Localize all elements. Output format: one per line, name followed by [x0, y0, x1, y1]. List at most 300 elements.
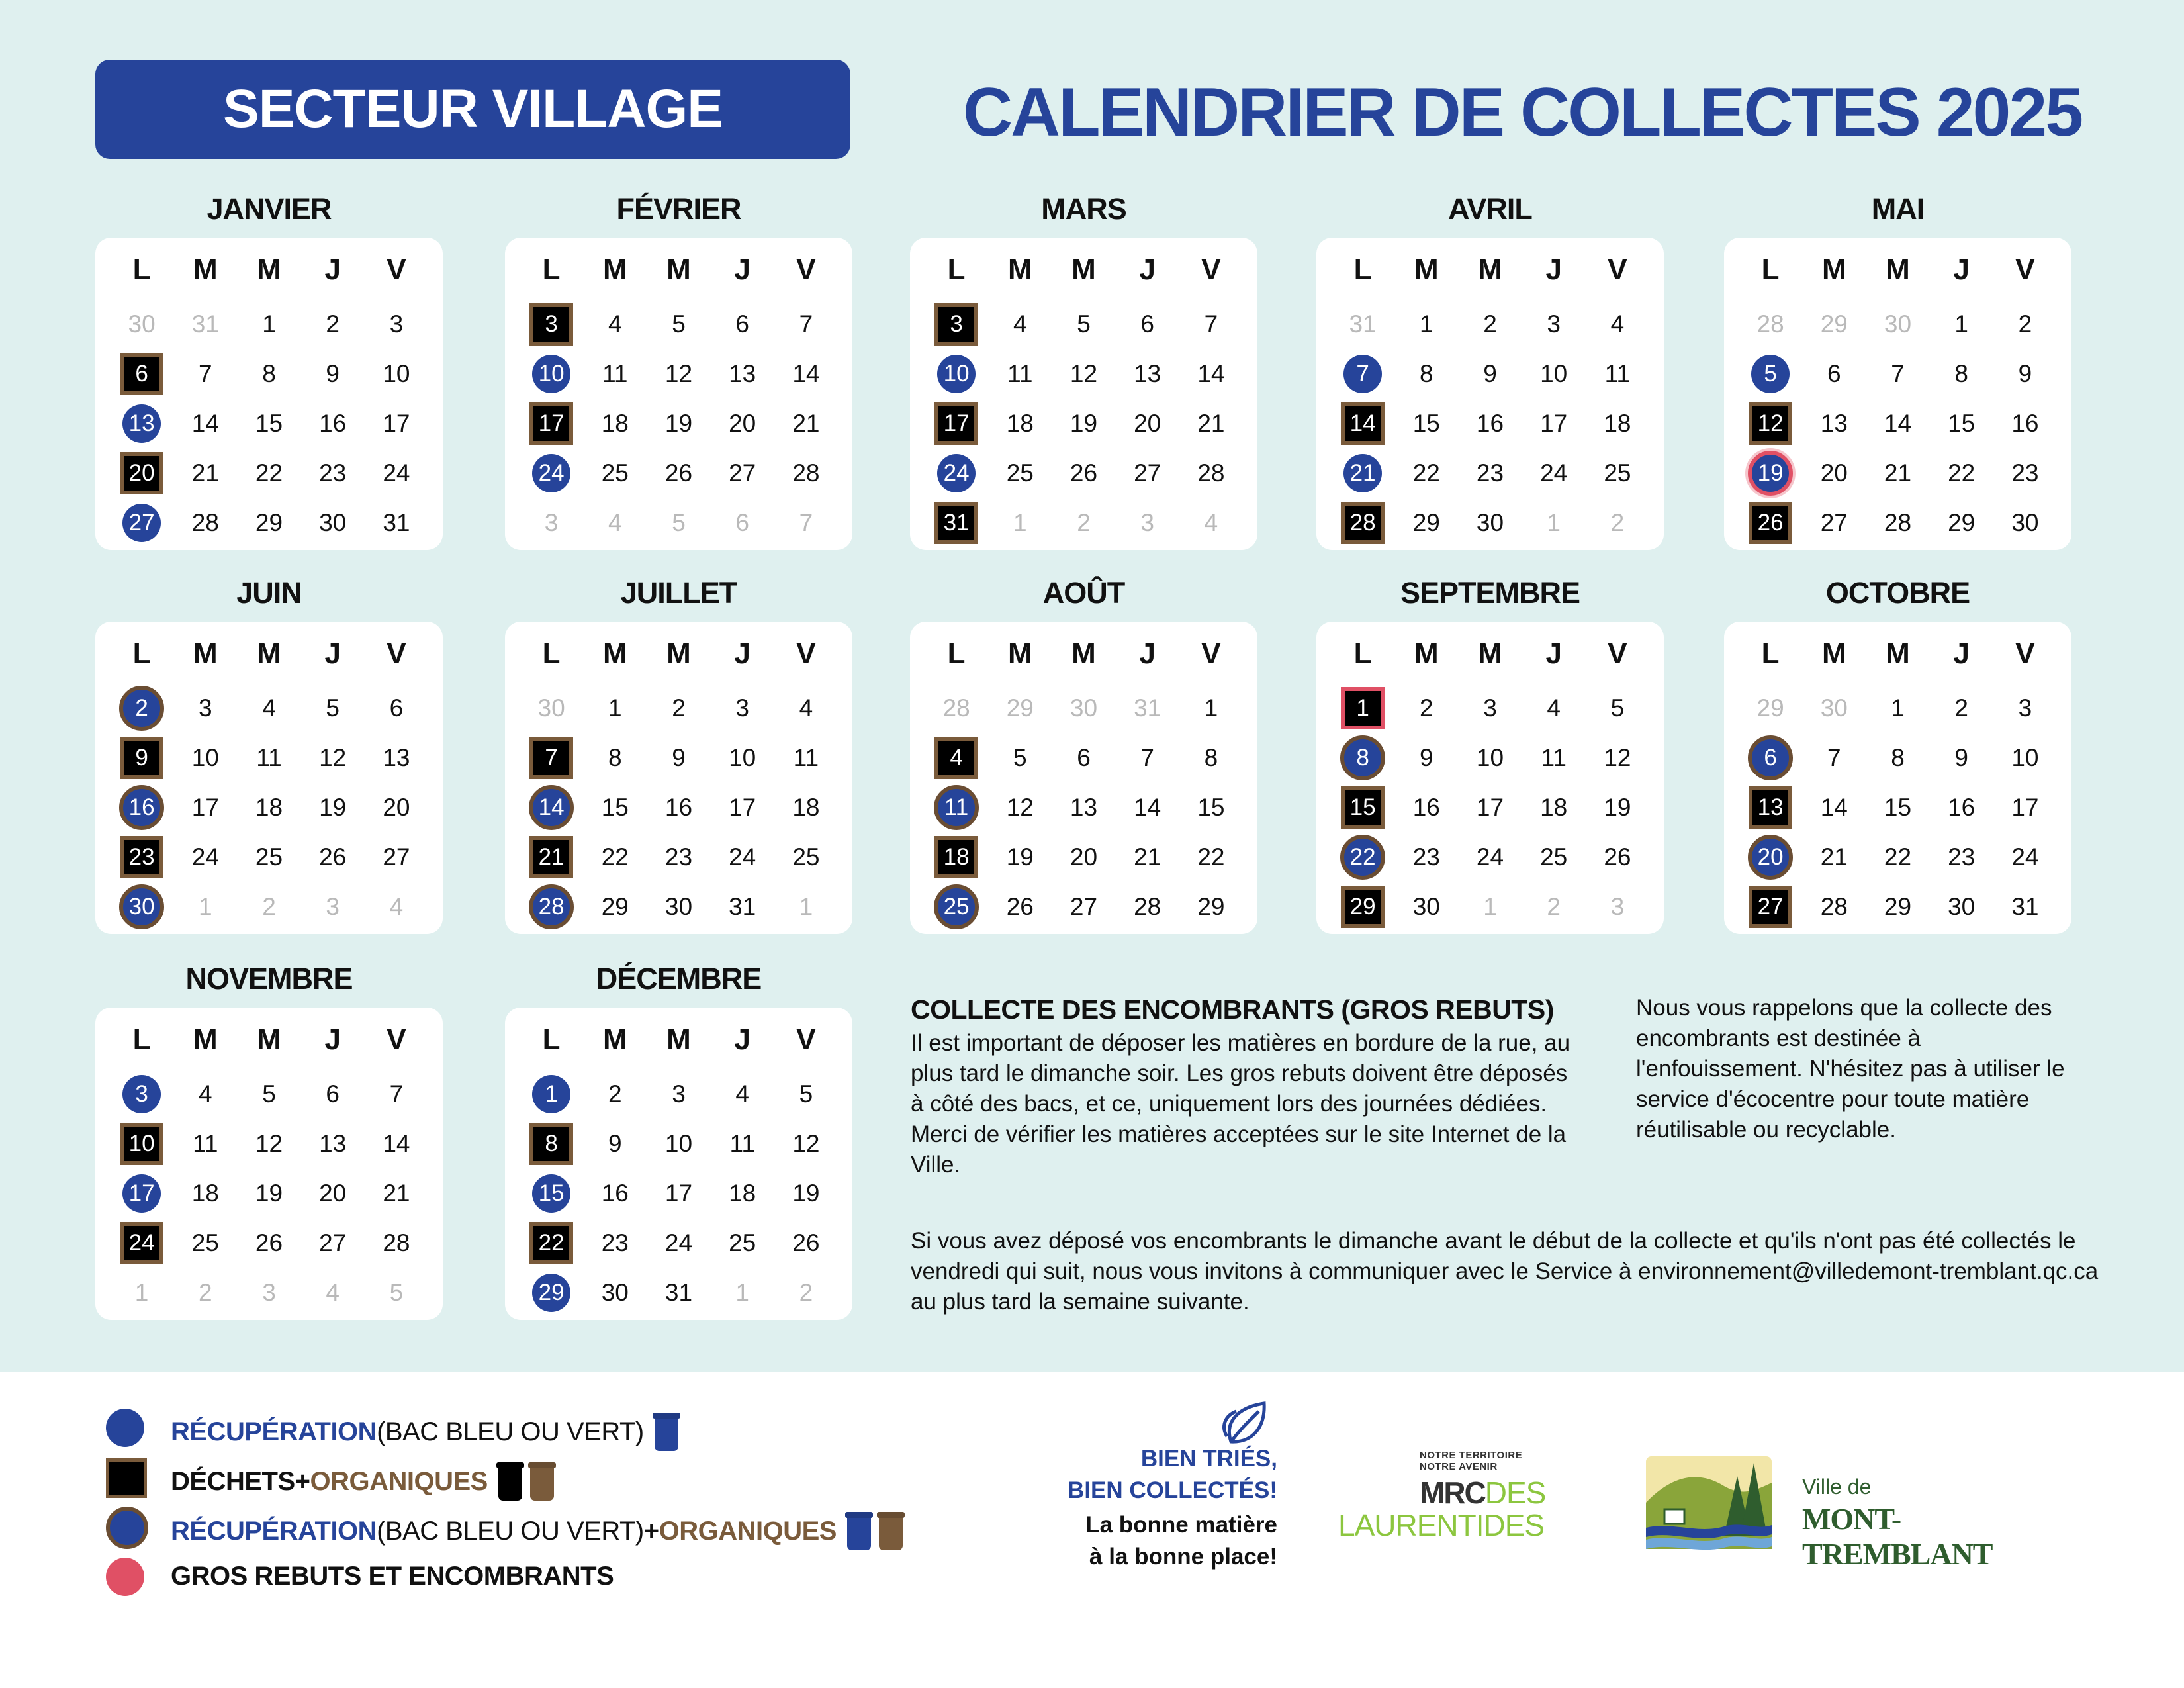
day-cell [173, 882, 237, 931]
weekday-header: V [387, 1023, 406, 1056]
gros-rebuts-day: 19 [1748, 451, 1793, 496]
day-cell [1394, 399, 1458, 448]
day-cell [711, 733, 774, 782]
day-number: 19 [255, 1179, 283, 1207]
day-number: 2 [672, 694, 686, 722]
weekday-header: V [1201, 254, 1221, 286]
day-cell [237, 1268, 300, 1317]
day-cell [1866, 882, 1929, 931]
day-cell [1394, 782, 1458, 832]
day-number: 23 [1476, 459, 1504, 487]
weekday-header: J [1139, 254, 1156, 286]
day-cell [583, 448, 647, 498]
day-number: 16 [1412, 793, 1440, 821]
day-number: 12 [664, 359, 693, 387]
day-cell [774, 1069, 838, 1119]
month-name: AOÛT [1042, 576, 1125, 610]
day-number: 27 [729, 459, 756, 487]
day-number: 27 [1134, 459, 1161, 487]
day-cell [1866, 832, 1929, 882]
month-name: NOVEMBRE [185, 962, 353, 996]
day-cell [173, 1069, 237, 1119]
day-cell [301, 1069, 365, 1119]
day-number: 3 [672, 1080, 686, 1107]
day-number: 17 [1476, 793, 1504, 821]
day-number-outside-month: 4 [389, 892, 404, 920]
month-calendar [1724, 574, 2071, 934]
day-number: 6 [326, 1080, 340, 1107]
day-cell [1458, 498, 1522, 547]
day-cell [711, 832, 774, 882]
day-number: 22 [255, 459, 283, 487]
day-cell [520, 1268, 583, 1317]
day-number: 11 [193, 1129, 218, 1157]
black-bin-icon [498, 1462, 522, 1501]
day-number: 21 [383, 1179, 410, 1207]
month-name: MARS [1041, 192, 1126, 226]
day-cell [647, 1218, 710, 1268]
day-cell [711, 349, 774, 399]
day-cell [1331, 448, 1394, 498]
day-number: 26 [319, 843, 347, 870]
day-number: 26 [664, 459, 693, 487]
day-number: 8 [1891, 743, 1905, 771]
month-card [1724, 238, 2071, 550]
day-cell [1394, 733, 1458, 782]
day-number: 20 [319, 1179, 347, 1207]
recuperation-day: 27 [122, 504, 161, 542]
recuperation-organiques-day: 22 [1340, 835, 1385, 880]
day-cell [301, 683, 365, 733]
mont-tremblant-emblem-icon [1645, 1450, 1777, 1556]
day-grid [520, 633, 838, 931]
day-number-outside-month: 6 [735, 508, 749, 536]
dechets-organiques-day: 23 [120, 836, 163, 878]
day-number-outside-month: 31 [1134, 694, 1161, 722]
day-number: 5 [1610, 694, 1625, 722]
day-cell [988, 498, 1052, 547]
day-cell [1179, 882, 1243, 931]
day-cell [1930, 882, 1993, 931]
day-number: 14 [1197, 359, 1225, 387]
day-cell [1394, 448, 1458, 498]
day-number: 30 [1476, 508, 1504, 536]
day-number: 11 [1604, 359, 1631, 387]
day-number: 2 [1420, 694, 1433, 722]
weekday-header: M [1821, 637, 1846, 670]
day-cell [520, 399, 583, 448]
day-cell [774, 1268, 838, 1317]
day-cell [520, 882, 583, 931]
day-cell [1116, 399, 1179, 448]
day-number: 2 [1483, 310, 1497, 338]
day-cell [301, 1119, 365, 1168]
weekday-header: M [1071, 254, 1096, 286]
day-cell [1116, 882, 1179, 931]
dechets-organiques-day: 28 [1341, 502, 1385, 544]
day-cell [774, 683, 838, 733]
day-number: 16 [601, 1179, 629, 1207]
month-calendar [1316, 574, 1664, 934]
weekday-header: M [1886, 637, 1910, 670]
day-cell [925, 448, 988, 498]
day-number: 28 [1820, 892, 1848, 920]
black-square-icon [106, 1458, 147, 1498]
month-calendar [910, 190, 1257, 550]
day-number: 7 [389, 1080, 404, 1107]
day-cell [1179, 448, 1243, 498]
day-cell [110, 832, 173, 882]
day-number: 9 [672, 743, 686, 771]
day-cell [301, 782, 365, 832]
day-number-outside-month: 7 [799, 508, 813, 536]
day-number: 19 [1604, 793, 1631, 821]
day-cell [1331, 498, 1394, 547]
weekday-header: M [1414, 637, 1439, 670]
day-cell [301, 498, 365, 547]
day-cell [1052, 782, 1115, 832]
day-cell [365, 1119, 428, 1168]
day-cell [1116, 782, 1179, 832]
day-number: 28 [191, 508, 219, 536]
day-cell [583, 299, 647, 349]
day-cell [1866, 498, 1929, 547]
day-number: 26 [792, 1229, 820, 1256]
day-cell [1802, 448, 1866, 498]
month-card [910, 238, 1257, 550]
day-cell [1458, 448, 1522, 498]
recuperation-organiques-day: 6 [1748, 735, 1793, 780]
day-number: 22 [1197, 843, 1225, 870]
day-number: 12 [319, 743, 347, 771]
recuperation-day: 3 [122, 1075, 161, 1113]
day-number-outside-month: 5 [672, 508, 686, 536]
day-number: 4 [262, 694, 276, 722]
day-number: 16 [319, 409, 347, 437]
dechets-organiques-day: 10 [120, 1123, 163, 1165]
day-number: 4 [1610, 310, 1625, 338]
day-number: 10 [1540, 359, 1568, 387]
day-number: 3 [1547, 310, 1561, 338]
mrc-logo [1330, 1450, 1569, 1540]
day-number: 18 [792, 793, 820, 821]
day-number: 10 [2011, 743, 2039, 771]
recuperation-organiques-day: 25 [934, 884, 979, 929]
day-cell [1458, 733, 1522, 782]
day-number: 12 [255, 1129, 283, 1157]
recuperation-day: 1 [532, 1075, 570, 1113]
day-number: 22 [601, 843, 629, 870]
day-number: 28 [1884, 508, 1912, 536]
weekday-header: V [1608, 637, 1627, 670]
slogan [1019, 1443, 1277, 1573]
day-number-outside-month: 28 [1756, 310, 1784, 338]
weekday-header: M [193, 1023, 218, 1056]
slogan-line-3: La bonne matière [1085, 1512, 1277, 1538]
weekday-header: M [257, 1023, 281, 1056]
day-cell [110, 683, 173, 733]
day-cell [1802, 832, 1866, 882]
day-cell [1930, 782, 1993, 832]
day-cell [988, 832, 1052, 882]
day-cell [110, 1119, 173, 1168]
day-number-outside-month: 3 [1140, 508, 1154, 536]
recuperation-day: 10 [532, 355, 570, 393]
day-number: 10 [664, 1129, 693, 1157]
day-cell [301, 1268, 365, 1317]
day-cell [1522, 733, 1586, 782]
combo-circle-icon [106, 1507, 148, 1549]
day-cell [520, 1168, 583, 1218]
day-cell [365, 882, 428, 931]
day-number: 7 [1140, 743, 1154, 771]
day-cell [1930, 733, 1993, 782]
day-cell [1522, 882, 1586, 931]
day-cell [237, 1218, 300, 1268]
day-cell [365, 782, 428, 832]
day-cell [237, 349, 300, 399]
day-cell [1179, 498, 1243, 547]
day-number: 6 [1827, 359, 1841, 387]
weekday-header: M [602, 254, 627, 286]
month-card [910, 622, 1257, 934]
month-card [505, 622, 852, 934]
day-cell [774, 1218, 838, 1268]
day-cell [1116, 448, 1179, 498]
day-cell [365, 832, 428, 882]
month-calendar [95, 960, 443, 1320]
day-cell [583, 1268, 647, 1317]
weekday-header: M [1007, 254, 1032, 286]
recuperation-organiques-day: 28 [529, 884, 574, 929]
day-number: 5 [672, 310, 686, 338]
legend-recup-sub-2: (BAC BLEU OU VERT) [377, 1516, 644, 1546]
month-calendar [1724, 190, 2071, 550]
day-cell [647, 683, 710, 733]
day-cell [1522, 299, 1586, 349]
day-cell [1739, 498, 1802, 547]
day-cell [301, 349, 365, 399]
legend-gros-label: GROS REBUTS ET ENCOMBRANTS [171, 1562, 614, 1591]
day-number: 28 [383, 1229, 410, 1256]
day-cell [173, 1218, 237, 1268]
day-cell [1586, 782, 1649, 832]
weekday-header: L [947, 254, 966, 286]
day-cell [110, 349, 173, 399]
day-number: 17 [664, 1179, 693, 1207]
month-calendar [95, 574, 443, 934]
day-cell [925, 399, 988, 448]
day-number: 9 [1483, 359, 1497, 387]
legend-dechets-label: DÉCHETS [171, 1466, 295, 1496]
day-cell [647, 349, 710, 399]
recuperation-day: 7 [1343, 355, 1382, 393]
day-number: 5 [799, 1080, 813, 1107]
day-number: 30 [601, 1278, 629, 1306]
day-grid [925, 633, 1243, 931]
day-number: 27 [1820, 508, 1848, 536]
weekday-header: V [796, 1023, 816, 1056]
day-number: 15 [1197, 793, 1225, 821]
day-cell [1802, 349, 1866, 399]
recuperation-day: 24 [532, 454, 570, 492]
day-number: 21 [1820, 843, 1848, 870]
day-number: 26 [1006, 892, 1034, 920]
day-cell [583, 683, 647, 733]
dechets-organiques-day: 9 [120, 737, 163, 779]
day-cell [711, 1268, 774, 1317]
day-number: 17 [1540, 409, 1568, 437]
red-circle-icon [106, 1558, 144, 1596]
day-cell [1179, 832, 1243, 882]
month-calendar [95, 190, 443, 550]
day-cell [1116, 299, 1179, 349]
day-number: 18 [1006, 409, 1034, 437]
month-name: JANVIER [206, 192, 332, 226]
day-number: 8 [1204, 743, 1218, 771]
day-number: 23 [1412, 843, 1440, 870]
day-cell [1739, 733, 1802, 782]
day-number: 1 [608, 694, 622, 722]
recuperation-day: 21 [1343, 454, 1382, 492]
day-number: 17 [383, 409, 410, 437]
day-cell [1930, 299, 1993, 349]
weekday-header: M [1478, 254, 1502, 286]
dechets-organiques-day: 6 [120, 353, 163, 395]
day-cell [1179, 733, 1243, 782]
day-number: 22 [1412, 459, 1440, 487]
day-cell [1394, 882, 1458, 931]
day-cell [1930, 498, 1993, 547]
day-number: 12 [1006, 793, 1034, 821]
day-number: 25 [1006, 459, 1034, 487]
day-number: 13 [383, 743, 410, 771]
day-number: 13 [1820, 409, 1848, 437]
day-number-outside-month: 3 [326, 892, 340, 920]
day-grid [520, 1019, 838, 1317]
day-cell [583, 399, 647, 448]
day-number: 21 [1884, 459, 1912, 487]
day-number: 31 [383, 508, 410, 536]
day-number: 29 [601, 892, 629, 920]
day-cell [1394, 498, 1458, 547]
day-cell [1739, 832, 1802, 882]
day-cell [1739, 782, 1802, 832]
day-cell [173, 299, 237, 349]
day-cell [1586, 733, 1649, 782]
brown-bin-icon [879, 1512, 903, 1550]
recuperation-organiques-day: 14 [529, 785, 574, 830]
brown-bin-icon [530, 1462, 554, 1501]
day-cell [1458, 882, 1522, 931]
day-number: 3 [389, 310, 404, 338]
day-number: 30 [319, 508, 347, 536]
legend-plus: + [295, 1466, 310, 1496]
day-cell [1586, 448, 1649, 498]
day-number: 14 [191, 409, 219, 437]
day-cell [774, 832, 838, 882]
day-cell [1739, 683, 1802, 733]
day-number: 16 [1476, 409, 1504, 437]
day-cell [1522, 832, 1586, 882]
weekday-header: L [132, 1023, 151, 1056]
day-cell [1866, 782, 1929, 832]
day-cell [237, 733, 300, 782]
mrc-small-line-1: NOTRE TERRITOIRE [1420, 1450, 1523, 1461]
recuperation-organiques-day: 8 [1340, 735, 1385, 780]
day-cell [1052, 448, 1115, 498]
day-number: 19 [1069, 409, 1098, 437]
day-number: 14 [1820, 793, 1848, 821]
day-number: 12 [1069, 359, 1098, 387]
day-number: 16 [664, 793, 693, 821]
day-cell [647, 498, 710, 547]
day-cell [110, 882, 173, 931]
day-cell [1993, 683, 2057, 733]
day-cell [1458, 299, 1522, 349]
day-cell [520, 782, 583, 832]
day-number: 1 [262, 310, 276, 338]
day-cell [1052, 399, 1115, 448]
month-name: FÉVRIER [616, 192, 741, 226]
day-number: 13 [729, 359, 756, 387]
weekday-header: V [796, 637, 816, 670]
day-cell [1331, 299, 1394, 349]
day-number: 20 [1820, 459, 1848, 487]
day-cell [173, 448, 237, 498]
day-cell [1586, 399, 1649, 448]
day-number: 5 [1077, 310, 1091, 338]
day-cell [173, 782, 237, 832]
day-number: 27 [1069, 892, 1098, 920]
day-cell [925, 882, 988, 931]
day-cell [1739, 299, 1802, 349]
day-number-outside-month: 2 [199, 1278, 212, 1306]
day-number: 5 [1013, 743, 1027, 771]
day-cell [1522, 498, 1586, 547]
day-number: 26 [1604, 843, 1631, 870]
day-number: 26 [1069, 459, 1098, 487]
day-number-outside-month: 2 [1077, 508, 1091, 536]
day-cell [301, 832, 365, 882]
bulky-collection-contact-paragraph: Si vous avez déposé vos encombrants le dimanche avant le début de la collecte et qu'ils n'ont pas été collectés le vendredi qui suit, nous vous invitons à communiquer avec le Service à environnement@villedemont-tremblant.qc.ca au plus tard la semaine suivante. [911, 1228, 2099, 1315]
month-calendar [910, 574, 1257, 934]
day-number: 7 [1827, 743, 1841, 771]
day-cell [1802, 399, 1866, 448]
weekday-header: M [1414, 254, 1439, 286]
legend-recup-label: RÉCUPÉRATION [171, 1417, 377, 1446]
day-cell [925, 498, 988, 547]
day-number-outside-month: 1 [735, 1278, 749, 1306]
day-cell [583, 733, 647, 782]
day-cell [301, 299, 365, 349]
month-card [505, 238, 852, 550]
month-card [505, 1008, 852, 1320]
day-cell [711, 399, 774, 448]
day-number: 23 [2011, 459, 2039, 487]
day-cell [301, 399, 365, 448]
weekday-header: J [324, 637, 341, 670]
day-cell [1739, 882, 1802, 931]
day-number: 30 [1412, 892, 1440, 920]
day-cell [1586, 498, 1649, 547]
day-number: 18 [729, 1179, 756, 1207]
dechets-organiques-day: 3 [934, 303, 978, 346]
day-number-outside-month: 4 [326, 1278, 340, 1306]
day-number: 29 [1197, 892, 1225, 920]
day-cell [774, 733, 838, 782]
day-cell [583, 1218, 647, 1268]
